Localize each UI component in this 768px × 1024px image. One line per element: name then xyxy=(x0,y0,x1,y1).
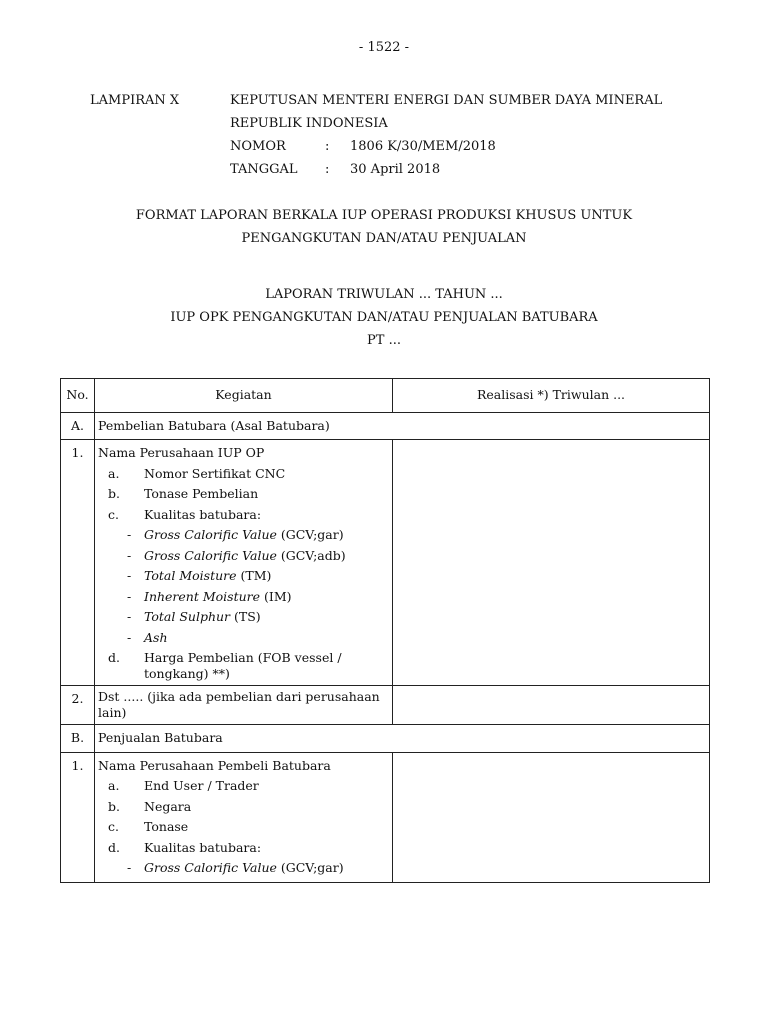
quality-item: - Total Sulphur (TS) xyxy=(127,609,261,624)
row-no: 1. xyxy=(61,440,95,686)
quality-item: - Total Moisture (TM) xyxy=(127,568,272,583)
activity-cell xyxy=(95,752,393,882)
section-b-row xyxy=(61,725,710,753)
section-a-label: Pembelian Batubara (Asal Batubara) xyxy=(95,412,710,440)
report-title-line3: PT ... xyxy=(367,333,401,348)
realisasi-cell[interactable] xyxy=(393,752,710,882)
row-no: 1. xyxy=(61,752,95,882)
section-b-label: Penjualan Batubara xyxy=(95,725,710,753)
list-item: b. Tonase Pembelian xyxy=(108,486,259,501)
decree-title-line2: REPUBLIK INDONESIA xyxy=(230,116,388,131)
section-b-no: B. xyxy=(61,725,95,753)
list-item: c. Tonase xyxy=(108,819,189,834)
table-header-row xyxy=(61,379,710,413)
activity-cell xyxy=(95,440,393,686)
nomor-label: NOMOR xyxy=(230,139,286,154)
buyer-title: Nama Perusahaan Pembeli Batubara xyxy=(98,757,331,773)
realisasi-cell[interactable] xyxy=(393,440,710,686)
quality-item: - Gross Calorific Value (GCV;gar) xyxy=(127,860,344,875)
header-realisasi: Realisasi *) Triwulan ... xyxy=(393,379,710,413)
quality-item: - Gross Calorific Value (GCV;adb) xyxy=(127,547,346,563)
format-title-line2: PENGANGKUTAN DAN/ATAU PENJUALAN xyxy=(241,231,527,246)
company-title: Nama Perusahaan IUP OP xyxy=(98,445,265,460)
row-no: 2. xyxy=(61,686,95,725)
lampiran-label: LAMPIRAN X xyxy=(90,93,180,108)
quality-item: - Ash xyxy=(127,629,168,645)
activity-cell: Dst ..... (jika ada pembelian dari perusahaan lain) xyxy=(95,686,393,725)
report-title-line2: IUP OPK PENGANGKUTAN DAN/ATAU PENJUALAN BATUBARA xyxy=(170,310,598,325)
nomor-separator: : xyxy=(325,139,330,154)
report-table xyxy=(60,378,710,883)
header-no: No. xyxy=(61,379,95,413)
page-number: - 1522 - xyxy=(358,40,410,55)
report-title-line1: LAPORAN TRIWULAN ... TAHUN ... xyxy=(265,287,503,302)
realisasi-cell[interactable] xyxy=(393,686,710,725)
table-row xyxy=(61,752,710,882)
tanggal-separator: : xyxy=(325,162,330,177)
list-item: a. Nomor Sertifikat CNC xyxy=(108,465,286,481)
table-row xyxy=(61,440,710,686)
tanggal-label: TANGGAL xyxy=(230,162,298,177)
header-kegiatan: Kegiatan xyxy=(95,379,393,413)
nomor-value: 1806 K/30/MEM/2018 xyxy=(350,139,496,154)
section-a-row xyxy=(61,412,710,440)
list-item: d. Harga Pembelian (FOB vessel / tongkang) **) xyxy=(108,650,342,681)
format-title-line1: FORMAT LAPORAN BERKALA IUP OPERASI PRODUKSI KHUSUS UNTUK xyxy=(135,208,633,223)
list-item: c. Kualitas batubara: xyxy=(108,506,262,522)
section-a-no: A. xyxy=(61,412,95,440)
tanggal-value: 30 April 2018 xyxy=(350,162,441,177)
decree-title-line1: KEPUTUSAN MENTERI ENERGI DAN SUMBER DAYA MINERAL xyxy=(230,93,663,108)
table-row xyxy=(61,686,710,725)
list-item: a. End User / Trader xyxy=(108,778,259,793)
list-item: d. Kualitas batubara: xyxy=(108,839,262,855)
list-item: b. Negara xyxy=(108,798,192,814)
quality-item: - Inherent Moisture (IM) xyxy=(127,588,292,604)
quality-item: - Gross Calorific Value (GCV;gar) xyxy=(127,527,344,542)
